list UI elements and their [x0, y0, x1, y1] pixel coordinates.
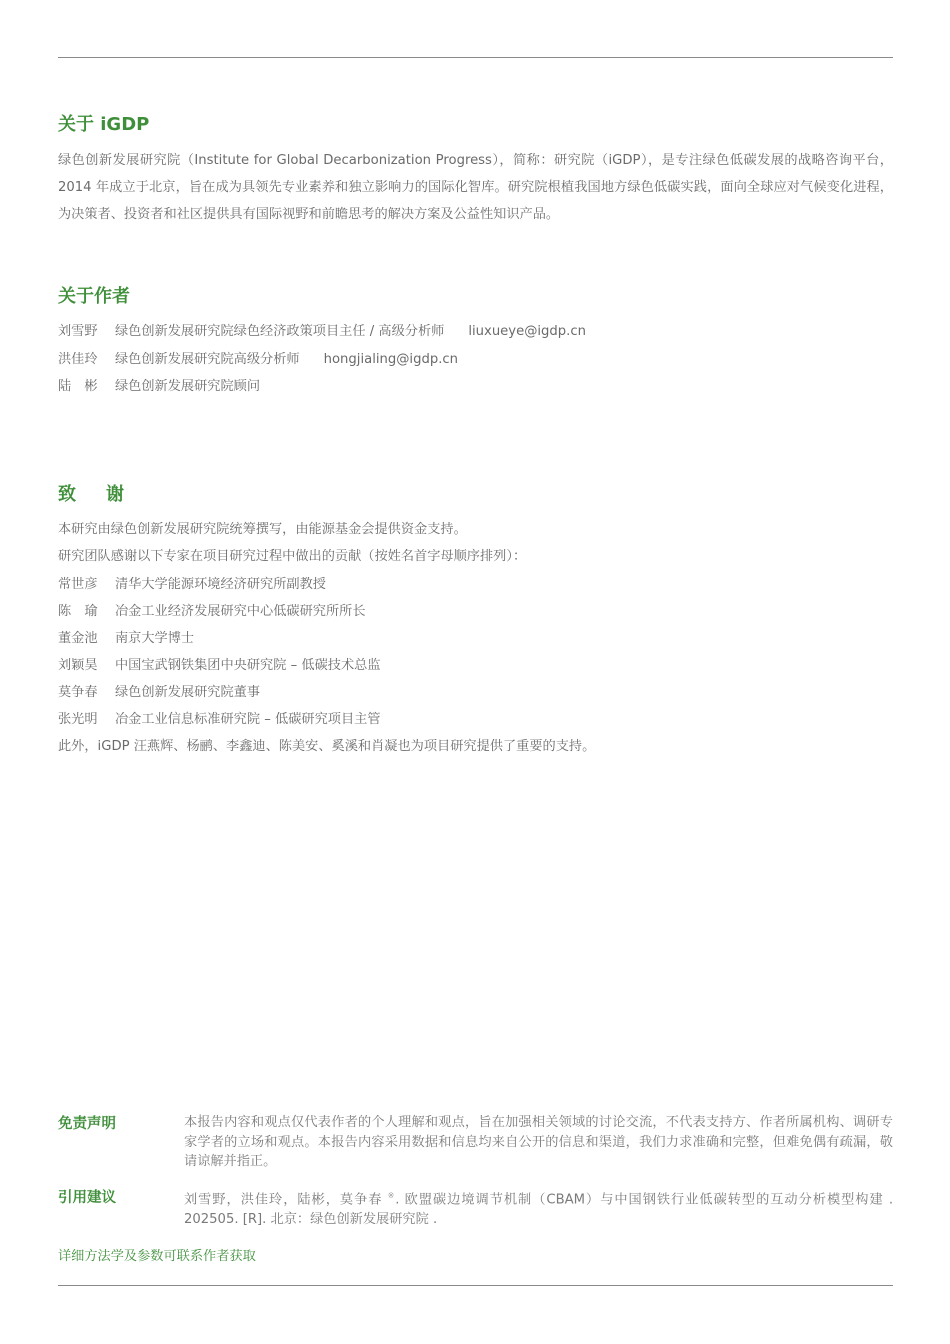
expert-row	[58, 575, 326, 595]
expert-name: 张光明	[58, 712, 98, 727]
citation-authors: 刘雪野，洪佳玲，陆彬，莫争春	[184, 1192, 388, 1208]
about-igdp-body: 绿色创新发展研究院（Institute for Global Decarbonization Progress），简称：研究院（iGDP），是专注绿色低碳发展的战略咨询平台，2014 年成立于北京，旨在成为具领先专业素养和独立影响力的国际化智库。研究院根植我国地方绿色低碳实践，面向全球应对气候变化进程，为决策者、投资者和社区提供具有国际视野和前瞻思考的解决方案及公益性知识产品。	[58, 153, 893, 222]
author-email[interactable]: liuxueye@igdp.cn	[468, 324, 586, 339]
acknowledgements-heading-first: 致	[58, 484, 76, 505]
contact-note: 详细方法学及参数可联系作者获取	[58, 1249, 256, 1264]
citation-text	[184, 1186, 893, 1229]
citation-mark: ※	[387, 1191, 396, 1200]
disclaimer-label: 免责声明	[58, 1116, 116, 1132]
expert-name: 莫争春	[58, 685, 98, 700]
acknowledgements-intro: 本研究由绿色创新发展研究院统筹撰写，由能源基金会提供资金支持。	[58, 522, 467, 537]
expert-row	[58, 602, 366, 622]
about-authors-heading: 关于作者	[58, 286, 130, 307]
expert-row	[58, 629, 194, 649]
citation-label: 引用建议	[58, 1190, 116, 1206]
author-row	[58, 350, 458, 370]
expert-row	[58, 683, 260, 703]
top-divider	[58, 57, 893, 58]
expert-affiliation: 中国宝武钢铁集团中央研究院 – 低碳技术总监	[115, 658, 381, 673]
author-row	[58, 377, 260, 397]
acknowledgements-closing: 此外，iGDP 汪燕辉、杨鹂、李鑫迪、陈美安、奚溪和肖凝也为项目研究提供了重要的支持。	[58, 739, 596, 754]
bottom-divider	[58, 1285, 893, 1286]
expert-row	[58, 656, 381, 676]
expert-affiliation: 清华大学能源环境经济研究所副教授	[115, 577, 326, 592]
acknowledgements-intro-experts: 研究团队感谢以下专家在项目研究过程中做出的贡献（按姓名首字母顺序排列）：	[58, 549, 527, 564]
expert-row	[58, 710, 381, 730]
disclaimer-text: 本报告内容和观点仅代表作者的个人理解和观点，旨在加强相关领域的讨论交流，不代表支持方、作者所属机构、调研专家学者的立场和观点。本报告内容采用数据和信息均来自公开的信息和渠道，我们力求准确和完整，但难免偶有疏漏，敬请谅解并指正。	[184, 1115, 893, 1169]
author-name: 刘雪野	[58, 324, 98, 339]
author-name: 陆 彬	[58, 379, 98, 394]
acknowledgements-heading	[58, 483, 124, 507]
expert-affiliation: 冶金工业信息标准研究院 – 低碳研究项目主管	[115, 712, 381, 727]
author-row	[58, 322, 586, 342]
author-role: 绿色创新发展研究院顾问	[115, 379, 261, 394]
expert-name: 董金池	[58, 631, 98, 646]
expert-affiliation: 南京大学博士	[115, 631, 195, 646]
expert-affiliation: 绿色创新发展研究院董事	[115, 685, 261, 700]
author-role: 绿色创新发展研究院高级分析师	[115, 352, 300, 367]
acknowledgements-heading-second: 谢	[106, 484, 124, 505]
about-igdp-heading: 关于 iGDP	[58, 114, 150, 135]
author-role: 绿色创新发展研究院绿色经济政策项目主任 / 高级分析师	[115, 324, 445, 339]
citation-title: . 欧盟碳边境调节机制（CBAM）与中国钢铁行业低碳转型的互动分析模型构建 . 202505. [R]. 北京：绿色创新发展研究院 .	[184, 1192, 894, 1227]
expert-affiliation: 冶金工业经济发展研究中心低碳研究所所长	[115, 604, 366, 619]
author-name: 洪佳玲	[58, 352, 98, 367]
expert-name: 刘颖昊	[58, 658, 98, 673]
author-email[interactable]: hongjialing@igdp.cn	[323, 352, 459, 367]
expert-name: 常世彦	[58, 577, 98, 592]
expert-name: 陈 瑜	[58, 604, 98, 619]
